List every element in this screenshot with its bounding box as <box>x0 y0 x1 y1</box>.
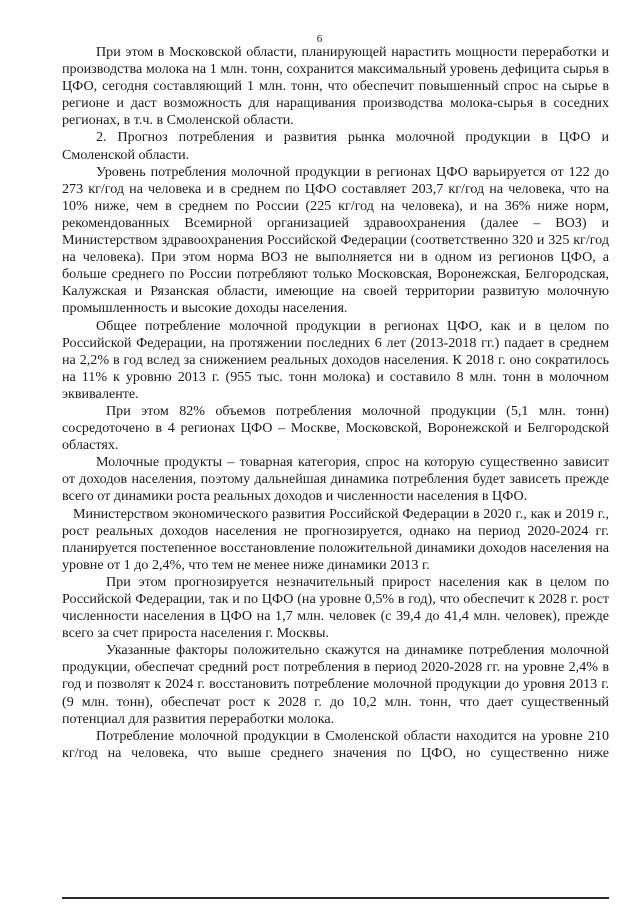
paragraph-moscow-region-deficit: При этом в Московской области, планирующей нарастить мощности переработки и производства молока на 1 млн. тонн, сохранится максимальный уровень дефицита сырья в ЦФО, сегодня составляющий 1 млн. тонн, что обеспечит повышенный спрос на сырье в регионе и даст возможность для наращивания производства молока-сырья в соседних регионах, в т.ч. в Смоленской области. <box>62 44 609 129</box>
paragraph-total-consumption: Общее потребление молочной продукции в регионах ЦФО, как и в целом по Российской Федерации, на протяжении последних 6 лет (2013-2018 гг.) падает в среднем на 2,2% в год вслед за снижением реальных доходов населения. К 2018 г. оно сократилось на 11% к уровню 2013 г. (955 тыс. тонн молока) и составило 8 млн. тонн в молочном эквиваленте. <box>62 317 609 402</box>
paragraph-population-growth: При этом прогнозируется незначительный прирост населения как в целом по Российской Федерации, так и по ЦФО (на уровне 0,5% в год), что обеспечит к 2028 г. рост численности населения в ЦФО на 1,7 млн. человек (с 39,4 до 41,4 млн. человек), прежде всего за счет прироста населения г. Москвы. <box>62 573 609 642</box>
paragraph-factors-impact: Указанные факторы положительно скажутся на динамике потребления молочной продукции, обеспечат средний рост потребления в период 2020-2028 гг. на уровне 2,4% в год и позволят к 2024 г. восстановить потребление молочной продукции до уровня 2013 г. (9 млн. тонн), обеспечат рост к 2028 г. до 10,2 млн. тонн, что дает существенный потенциал для развития переработки молока. <box>62 642 609 727</box>
page-number: 6 <box>316 33 323 45</box>
paragraph-consumption-concentration: При этом 82% объемов потребления молочной продукции (5,1 млн. тонн) сосредоточено в 4 регионах ЦФО – Москве, Московской, Воронежской и Белгородской областях. <box>62 402 609 454</box>
page-bottom-edge <box>62 897 609 899</box>
paragraph-smolensk-consumption: Потребление молочной продукции в Смоленской области находится на уровне 210 кг/год на человека, что выше среднего значения по ЦФО, но существенно ниже <box>62 727 609 761</box>
body-text <box>62 44 609 762</box>
paragraph-consumption-level: Уровень потребления молочной продукции в регионах ЦФО варьируется от 122 до 273 кг/год на человека и в среднем по ЦФО составляет 203,7 кг/год на человека, что на 10% ниже, чем в среднем по России (225 кг/год на человека), и на 36% ниже норм, рекомендованных Всемирной организацией здравоохранения (далее – ВОЗ) и Министерством здравоохранения Российской Федерации (соответственно 320 и 325 кг/год на человека). При этом норма ВОЗ не выполняется ни в одном из регионов ЦФО, а больше среднего по России потребляют только Московская, Воронежская, Белгородская, Калужская и Рязанская области, имеющие на своей территории развитую молочную промышленность и высокие доходы населения. <box>62 163 609 317</box>
paragraph-ministry-forecast: Министерством экономического развития Российской Федерации в 2020 г., как и 2019 г., рост реальных доходов населения не прогнозируется, однако на период 2020-2024 гг. планируется постепенное восстановление положительной динамики доходов населения на уровне от 1 до 2,4%, что тем не менее ниже динамики 2013 г. <box>62 505 609 573</box>
section-heading-consumption-forecast: 2. Прогноз потребления и развития рынка молочной продукции в ЦФО и Смоленской области. <box>62 129 609 163</box>
paragraph-dairy-demand: Молочные продукты – товарная категория, спрос на которую существенно зависит от доходов населения, поэтому дальнейшая динамика потребления будет зависеть прежде всего от динамики роста реальных доходов и численности населения в ЦФО. <box>62 454 609 505</box>
